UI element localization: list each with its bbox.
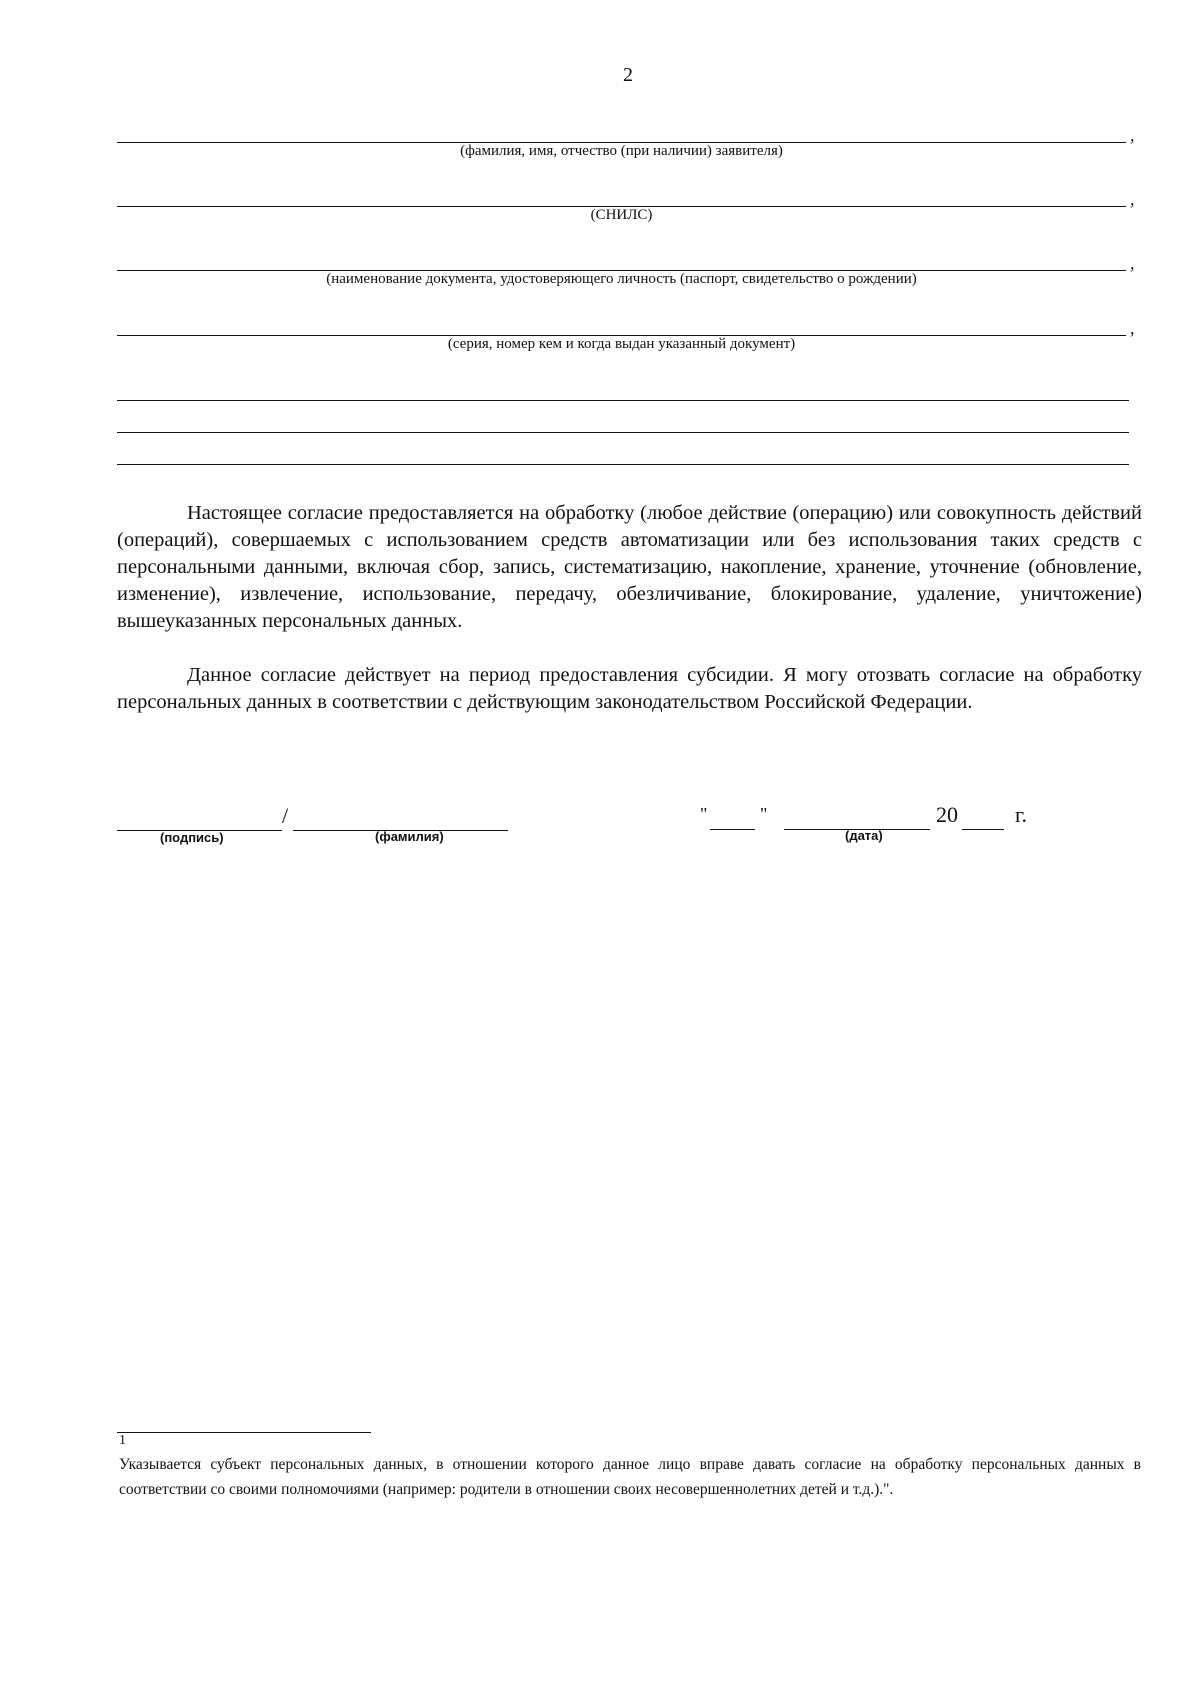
field-caption-full-name: (фамилия, имя, отчество (при наличии) заявителя) xyxy=(460,143,783,159)
year-prefix: 20 xyxy=(936,802,958,827)
field-end-comma: , xyxy=(1130,318,1135,338)
page-number: 2 xyxy=(623,64,633,86)
field-caption-identity-document: (наименование документа, удостоверяющего личность (паспорт, свидетельство о рождении) xyxy=(326,271,917,287)
field-caption-snils: (СНИЛС) xyxy=(590,207,653,223)
validity-paragraph: Данное согласие действует на период предоставления субсидии. Я могу отозвать согласие на обработку персональных данных в соответствии с действующим законодательством Российской Федерации. xyxy=(117,664,1142,713)
blank-line[interactable] xyxy=(117,400,1129,401)
field-end-comma: , xyxy=(1130,253,1135,273)
field-end-comma: , xyxy=(1130,189,1135,209)
footnote-rule xyxy=(117,1432,371,1433)
blank-line[interactable] xyxy=(117,464,1129,465)
surname-caption: (фамилия) xyxy=(375,829,444,844)
day-line[interactable] xyxy=(710,829,755,830)
field-end-comma: , xyxy=(1130,125,1135,145)
year-suffix: г. xyxy=(1015,802,1028,827)
footnote-mark: 1 xyxy=(119,1433,126,1448)
date-quote-open: " xyxy=(700,804,708,824)
signature-caption: (подпись) xyxy=(160,830,224,845)
blank-line[interactable] xyxy=(117,432,1129,433)
signature-slash: / xyxy=(282,803,289,828)
date-quote-close: " xyxy=(760,804,768,824)
consent-paragraph: Настоящее согласие предоставляется на обработку (любое действие (операцию) или совокупность действий (операций), совершаемых с использованием средств автоматизации или без использования таких средств с персональными данными, включая сбор, запись, систематизацию, накопление, хранение, уточнение (обновление, изменение), извлечение, использование, передачу, обезличивание, блокирование, удаление, уничтожение) вышеуказанных персональных данных. xyxy=(117,502,1142,632)
field-caption-document-details: (серия, номер кем и когда выдан указанный документ) xyxy=(447,336,796,352)
date-caption: (дата) xyxy=(845,828,883,843)
footnote-text: Указывается субъект персональных данных, в отношении которого данное лицо вправе давать согласие на обработку персональных данных в соответствии со своими полномочиями (например: родители в отношении своих несовершеннолетних детей и т.д.).". xyxy=(119,1456,1141,1498)
year-line[interactable] xyxy=(962,829,1004,830)
